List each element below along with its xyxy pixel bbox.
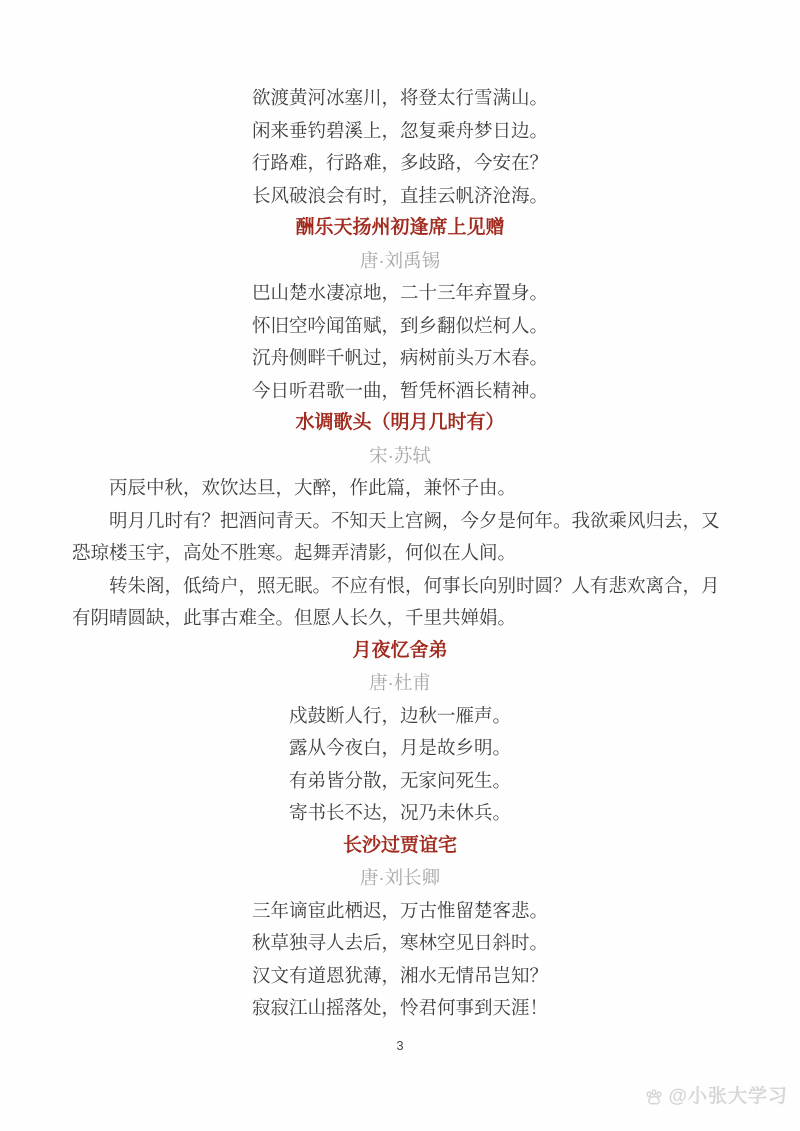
poem-section (72, 830, 728, 1025)
poem-author: 唐·刘长卿 (359, 867, 441, 888)
poems-container (72, 82, 728, 1025)
poem-section (72, 212, 728, 407)
page-number: 3 (396, 1038, 404, 1053)
poem-title: 月夜忆舍弟 (352, 639, 448, 661)
poem-author: 唐·杜甫 (369, 672, 431, 693)
poem-line: 戍鼓断人行，边秋一雁声。 (288, 704, 511, 726)
poem-section (72, 407, 728, 635)
poem-line: 寂寂江山摇落处，怜君何事到天涯！ (251, 997, 548, 1018)
watermark-text: @小张大学习 (668, 1086, 788, 1107)
poem-line: 露从今夜白，月是故乡明。 (288, 737, 511, 758)
poem-line: 丙辰中秋，欢饮达旦，大醉，作此篇，兼怀子由。 (109, 477, 517, 498)
poem-line: 汉文有道恩犹薄，湘水无情吊岂知？ (251, 964, 548, 986)
poem-line: 长风破浪会有时，直挂云帆济沧海。 (251, 184, 548, 206)
poem-title: 长沙过贾谊宅 (342, 834, 457, 856)
poem-line: 行路难，行路难，多歧路，今安在？ (251, 152, 548, 173)
poem-lines (72, 700, 728, 830)
paw-icon (643, 1086, 665, 1108)
poem-line: 寄书长不达，况乃未休兵。 (288, 802, 511, 823)
poem-section (72, 82, 728, 212)
poem-title: 水调歌头（明月几时有） (295, 412, 505, 433)
poem-line: 三年谪宦此栖迟，万古惟留楚客悲。 (251, 899, 548, 921)
poem-line: 今日听君歌一曲，暂凭杯酒长精神。 (251, 379, 548, 401)
poem-author: 唐·刘禹锡 (359, 249, 441, 271)
poem-line: 秋草独寻人去后，寒林空见日斜时。 (251, 932, 548, 953)
poem-lines (72, 472, 728, 635)
poem-lines (72, 277, 728, 407)
watermark (643, 1084, 788, 1110)
poem-line: 闲来垂钓碧溪上，忽复乘舟梦日边。 (251, 119, 548, 141)
poem-line: 明月几时有？把酒问青天。不知天上宫阙，今夕是何年。我欲乘风归去，又恐琼楼玉宇，高处不胜寒。起舞弄清影，何似在人间。 (72, 509, 720, 563)
poem-title: 酬乐天扬州初逢席上见赠 (295, 217, 505, 238)
poem-line: 怀旧空吟闻笛赋，到乡翻似烂柯人。 (251, 314, 548, 336)
poem-section (72, 635, 728, 830)
poem-line: 沉舟侧畔千帆过，病树前头万木春。 (251, 347, 548, 368)
poem-line: 欲渡黄河冰塞川，将登太行雪满山。 (251, 87, 548, 108)
poem-lines (72, 895, 728, 1025)
poem-author: 宋·苏轼 (369, 444, 431, 466)
poem-lines (72, 82, 728, 212)
poem-line: 有弟皆分散，无家问死生。 (288, 769, 511, 791)
poem-line: 巴山楚水凄凉地，二十三年弃置身。 (251, 282, 548, 303)
poem-line: 转朱阁，低绮户，照无眠。不应有恨，何事长向别时圆？人有悲欢离合，月有阴晴圆缺，此事古难全。但愿人长久，千里共婵娟。 (72, 574, 720, 628)
